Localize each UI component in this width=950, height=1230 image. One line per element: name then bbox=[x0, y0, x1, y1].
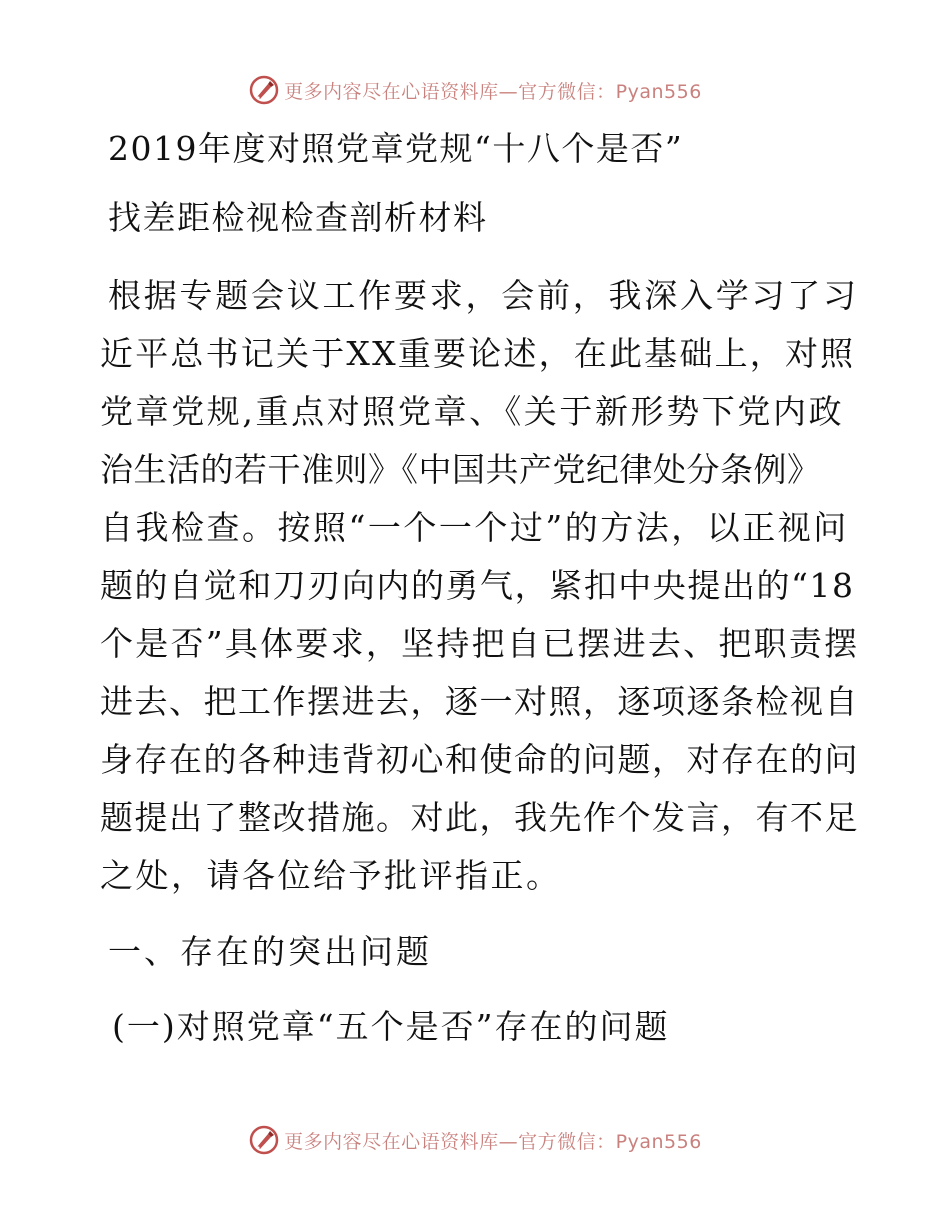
paragraph-line: 题的自觉和刀刃向内的勇气，紧扣中央提出的“18 bbox=[100, 566, 855, 605]
paragraph-line-first: 根据专题会议工作要求，会前，我深入学习了习 bbox=[108, 276, 859, 315]
paragraph-line: 题提出了整改措施。对此，我先作个发言，有不足 bbox=[100, 798, 859, 837]
paragraph-line: 个是否”具体要求，坚持把自已摆进去、把职责摆 bbox=[100, 624, 860, 663]
paragraph-line: 党章党规,重点对照党章、《关于新形势下党内政 bbox=[100, 392, 845, 431]
section-heading-1: 一、存在的突出问题 bbox=[108, 932, 432, 971]
paragraph-line: 治生活的若干准则》《中国共产党纪律处分条例》 bbox=[100, 450, 821, 489]
watermark-text: 更多内容尽在心语资料库—官方微信：Pyan556 bbox=[284, 80, 702, 103]
pen-circle-logo-icon bbox=[248, 74, 280, 106]
document-title-line-1: 2019年度对照党章党规“十八个是否” bbox=[108, 129, 684, 168]
paragraph-line: 身存在的各种违背初心和使命的问题，对存在的问 bbox=[100, 740, 859, 779]
paragraph-line-last: 之处，请各位给予批评指正。 bbox=[100, 856, 562, 895]
section-heading-1-1: (一)对照党章“五个是否”存在的问题 bbox=[112, 1007, 670, 1046]
document-title-line-2: 找差距检视检查剖析材料 bbox=[108, 198, 488, 237]
paragraph-line: 近平总书记关于XX重要论述，在此基础上，对照 bbox=[100, 334, 856, 373]
watermark-banner-bottom bbox=[0, 1120, 950, 1160]
watermark-banner-top bbox=[0, 70, 950, 110]
paragraph-line: 进去、把工作摆进去，逐一对照，逐项逐条检视自 bbox=[100, 682, 859, 721]
pen-circle-logo-icon bbox=[248, 1124, 280, 1156]
watermark-text: 更多内容尽在心语资料库—官方微信：Pyan556 bbox=[284, 1130, 702, 1153]
paragraph-line: 自我检查。按照“一个一个过”的方法，以正视问 bbox=[100, 508, 849, 547]
